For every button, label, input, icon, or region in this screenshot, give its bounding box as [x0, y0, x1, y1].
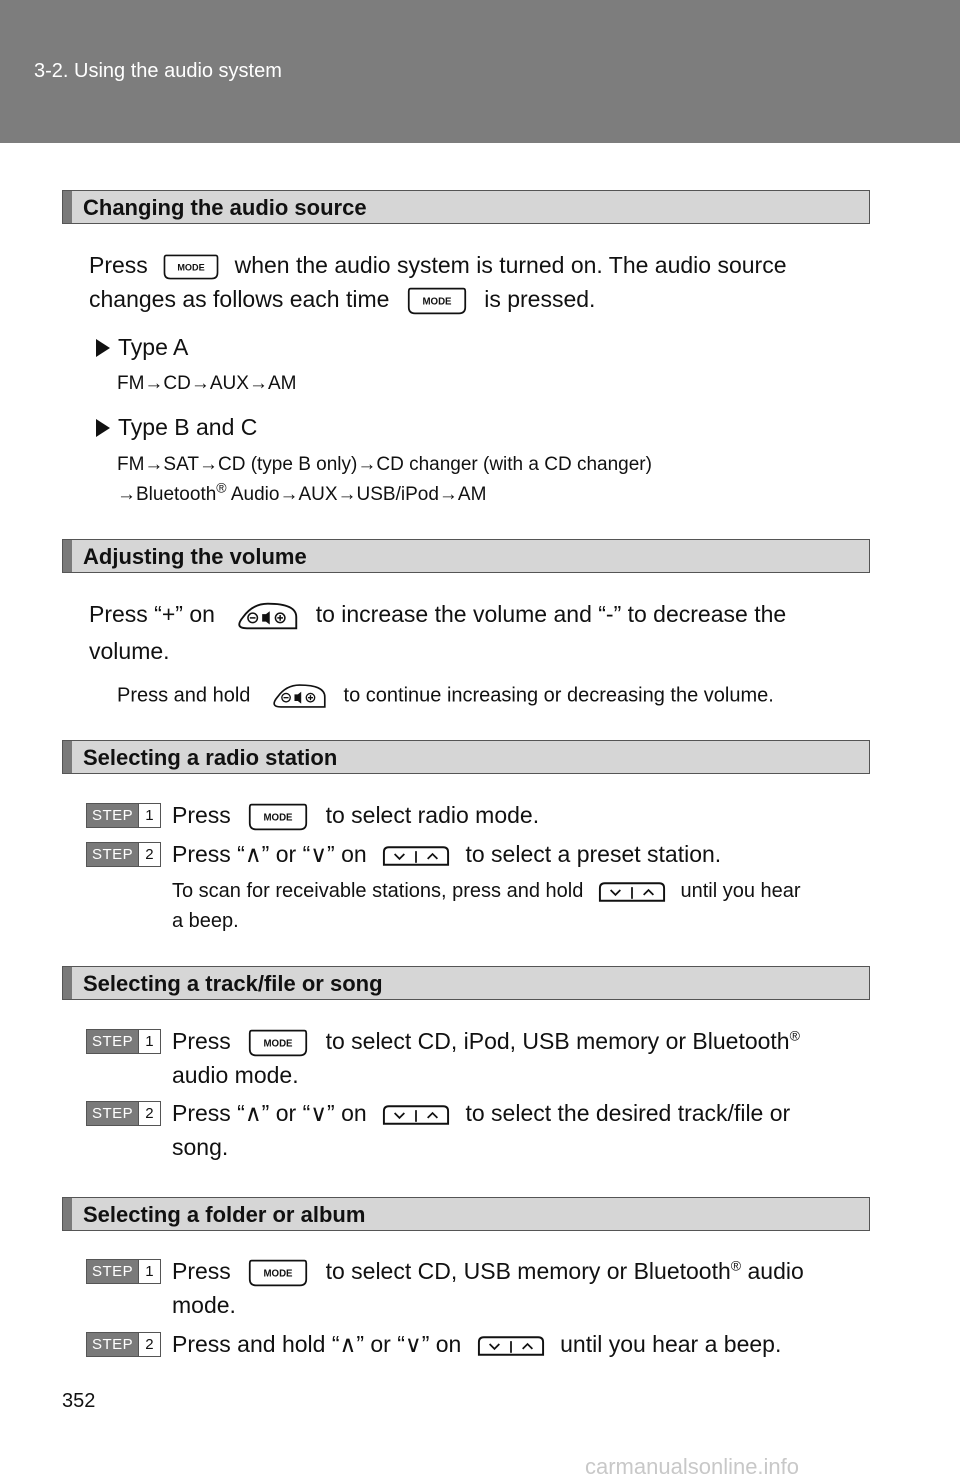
seek-switch-icon	[381, 1103, 451, 1127]
step-label: STEP	[87, 843, 138, 866]
text: until you hear	[680, 880, 801, 902]
section-heading-audio-source	[62, 190, 870, 224]
text: Press	[172, 1258, 231, 1284]
step-label: STEP	[87, 804, 138, 827]
text: when the audio system is turned on. The audio source	[234, 252, 787, 278]
volume-knob-icon	[264, 680, 330, 712]
step-number: 1	[138, 1260, 159, 1283]
type-bc-item	[96, 410, 257, 444]
section-heading-folder	[62, 1197, 870, 1231]
text: changes as follows each time	[89, 286, 390, 312]
text: a beep.	[172, 910, 239, 932]
type-a-sequence: FM→CD→AUX→AM	[117, 373, 297, 394]
registered-mark: ®	[730, 1257, 742, 1274]
text: mode.	[172, 1292, 236, 1318]
step-badge	[86, 1029, 161, 1054]
step-badge	[86, 803, 161, 828]
text: Press and hold “∧” or “∨” on	[172, 1331, 462, 1357]
step-number: 1	[138, 804, 159, 827]
text: to select the desired track/file or	[465, 1100, 791, 1126]
text: volume.	[89, 637, 170, 664]
seek-switch-icon	[597, 880, 667, 904]
text: To scan for receivable stations, press and hold	[172, 880, 584, 902]
text: to continue increasing or decreasing the volume.	[343, 684, 774, 707]
page-header	[0, 0, 960, 143]
volume-note	[117, 680, 774, 712]
step-number: 2	[138, 1102, 159, 1125]
section-title: Selecting a track/file or song	[83, 971, 383, 996]
seek-switch-icon	[381, 844, 451, 868]
text: to select radio mode.	[325, 802, 540, 828]
section-title: Changing the audio source	[83, 195, 367, 220]
type-bc-sequence-1: FM→SAT→CD (type B only)→CD changer (with a CD changer)	[117, 454, 652, 475]
text: Press	[89, 252, 148, 278]
text: →Bluetooth	[117, 484, 217, 505]
step-badge	[86, 1101, 161, 1126]
volume-paragraph	[89, 597, 865, 668]
triangle-bullet-icon	[96, 419, 110, 437]
mode-button-icon	[245, 802, 311, 832]
section-heading-volume	[62, 539, 870, 573]
text: until you hear a beep.	[560, 1331, 782, 1357]
folder-step-1	[172, 1254, 865, 1322]
seek-switch-icon	[476, 1334, 546, 1358]
watermark: carmanualsonline.info	[585, 1454, 800, 1479]
text: audio	[741, 1258, 804, 1284]
audio-source-paragraph	[89, 248, 865, 316]
mode-button-icon	[404, 286, 470, 316]
step-badge	[86, 842, 161, 867]
text: audio mode.	[172, 1062, 299, 1088]
step-badge	[86, 1259, 161, 1284]
text: Press and hold	[117, 684, 251, 707]
section-heading-radio	[62, 740, 870, 774]
step-number: 1	[138, 1030, 159, 1053]
radio-step-1	[172, 798, 539, 832]
text: to select CD, USB memory or Bluetooth	[325, 1258, 731, 1284]
step-label: STEP	[87, 1333, 138, 1356]
text: is pressed.	[484, 286, 596, 312]
registered-mark: ®	[789, 1027, 800, 1044]
step-badge	[86, 1332, 161, 1357]
text: to select a preset station.	[465, 841, 722, 867]
radio-note	[172, 876, 865, 936]
section-heading-track	[62, 966, 870, 1000]
registered-mark: ®	[216, 479, 227, 496]
text: Type A	[118, 334, 189, 360]
breadcrumb: 3-2. Using the audio system	[34, 60, 282, 82]
type-a-item	[96, 330, 188, 364]
text: Press “∧” or “∨” on	[172, 841, 367, 867]
section-title: Selecting a radio station	[83, 745, 338, 770]
text: Audio→AUX→USB/iPod→AM	[226, 484, 487, 505]
text: to select CD, iPod, USB memory or Bluetooth	[325, 1028, 790, 1054]
type-bc-sequence-2	[117, 480, 486, 510]
step-label: STEP	[87, 1030, 138, 1053]
mode-button-icon	[245, 1028, 311, 1058]
step-label: STEP	[87, 1260, 138, 1283]
triangle-bullet-icon	[96, 339, 110, 357]
radio-step-2	[172, 837, 721, 871]
text: Press	[172, 1028, 231, 1054]
step-number: 2	[138, 843, 159, 866]
step-label: STEP	[87, 1102, 138, 1125]
folder-step-2	[172, 1327, 781, 1361]
text: to increase the volume and “-” to decrease the	[315, 601, 787, 627]
mode-button-icon	[245, 1258, 311, 1288]
text: song.	[172, 1134, 229, 1160]
section-title: Selecting a folder or album	[83, 1202, 366, 1227]
track-step-2	[172, 1096, 865, 1164]
track-step-1	[172, 1024, 865, 1092]
text: Press “∧” or “∨” on	[172, 1100, 367, 1126]
text: Press “+” on	[89, 601, 215, 627]
mode-button-icon	[162, 252, 220, 282]
text: Press	[172, 802, 231, 828]
text: Type B and C	[118, 414, 258, 440]
volume-knob-icon	[229, 598, 301, 634]
page-number: 352	[62, 1390, 96, 1412]
section-title: Adjusting the volume	[83, 544, 307, 569]
step-number: 2	[138, 1333, 159, 1356]
